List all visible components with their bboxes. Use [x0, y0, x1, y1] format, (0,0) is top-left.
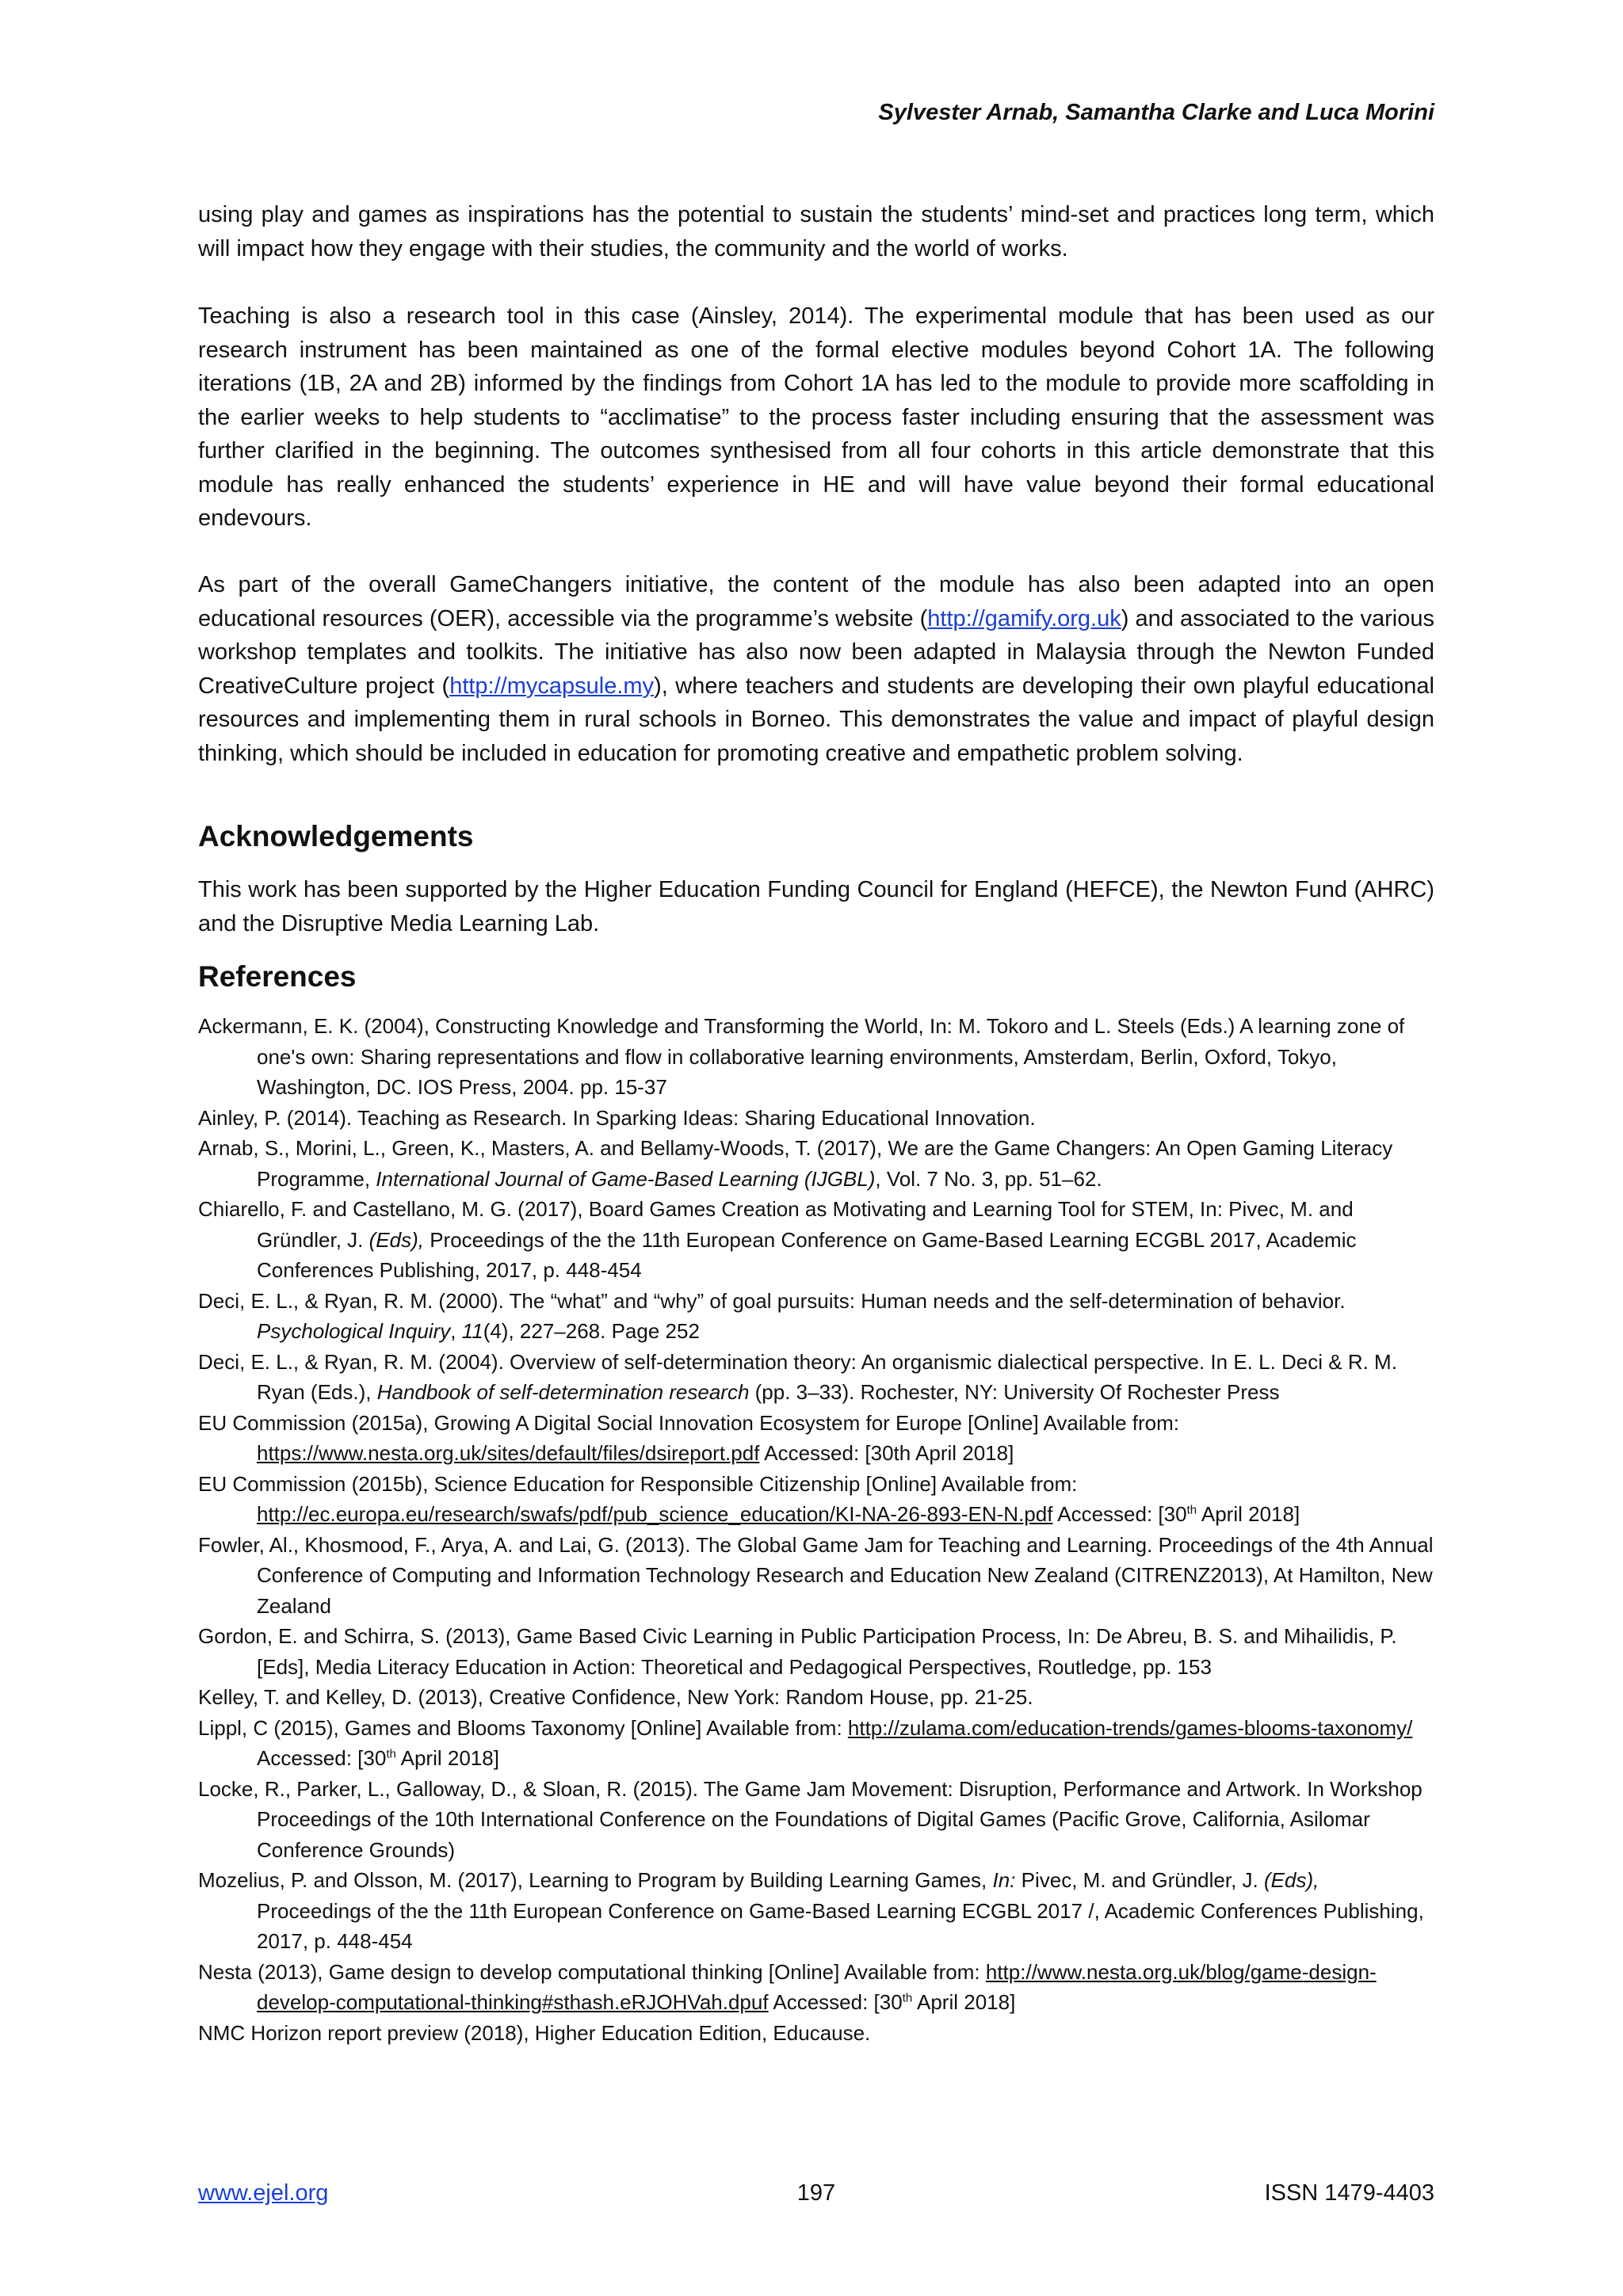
reference-entry: NMC Horizon report preview (2018), Higher Education Edition, Educause.: [198, 2020, 871, 2045]
superscript: th: [1186, 1503, 1197, 1517]
mycapsule-link[interactable]: http://mycapsule.my: [449, 673, 655, 699]
reference-entry: [198, 1408, 1434, 1469]
italic-title: Psychological Inquiry: [257, 1319, 451, 1343]
text-span: Nesta (2013), Game design to develop computational thinking [Online] Available from:: [198, 1959, 986, 1984]
references-list: [198, 1011, 1434, 2048]
acknowledgements-heading: Acknowledgements: [198, 820, 474, 852]
body-paragraph-3: [198, 568, 1434, 770]
reference-link[interactable]: https://www.nesta.org.uk/sites/default/files/dsireport.pdf: [257, 1441, 760, 1465]
reference-link[interactable]: http://ec.europa.eu/research/swafs/pdf/pub_science_education/KI-NA-26-893-EN-N.pdf: [257, 1502, 1053, 1526]
reference-entry: [198, 1957, 1434, 2018]
journal-website-link[interactable]: www.ejel.org: [198, 2180, 329, 2206]
text-span: As part of the overall GameChangers initiative, the content of the module has also been adapted into an open educational resources (OER), accessible via the programme’s website (: [198, 572, 1434, 631]
reference-entry: Fowler, Al., Khosmood, F., Arya, A. and Lai, G. (2013). The Global Game Jam for Teaching and Learning. Proceedings of the 4th Annual Conference of Computing and Information Technology Research and Education New Zealand (CITRENZ2013), At Hamilton, New Zealand: [198, 1532, 1434, 1618]
text-span: Chiarello, F. and Castellano, M. G. (2017), Board Games Creation as Motivating and Learning Tool for STEM, In: Pivec, M. and Gründler, J.: [198, 1197, 1354, 1252]
reference-entry: Locke, R., Parker, L., Galloway, D., & Sloan, R. (2015). The Game Jam Movement: Disruption, Performance and Artwork. In Workshop Proceedings of the 10th International Conference on the Foundations of Digital Games (Pacific Grove, California, Asilomar Conference Grounds): [198, 1776, 1423, 1862]
text-span: Proceedings of the the 11th European Conference on Game-Based Learning ECGBL 2017, Academic Conferences Publishing, 2017, p. 448-454: [257, 1227, 1357, 1282]
text-span: ), where teachers and students are developing their own playful educational resources and implementing them in rural schools in Borneo. This demonstrates the value and impact of playful design thinking, which should be included in education for promoting creative and empathetic problem solving.: [198, 673, 1434, 766]
reference-entry: [198, 1133, 1434, 1194]
text-span: Deci, E. L., & Ryan, R. M. (2000). The “what” and “why” of goal pursuits: Human needs and the self-determination of behavior.: [198, 1288, 1346, 1313]
text-span: (pp. 3–33). Rochester, NY: University Of Rochester Press: [749, 1380, 1280, 1404]
text-span: April 2018]: [395, 1746, 499, 1770]
references-heading: References: [198, 960, 357, 993]
reference-entry: Kelley, T. and Kelley, D. (2013), Creative Confidence, New York: Random House, pp. 21-25.: [198, 1685, 1033, 1709]
text-span: Mozelius, P. and Olsson, M. (2017), Learning to Program by Building Learning Games,: [198, 1868, 993, 1892]
italic-volume: 11: [461, 1319, 483, 1343]
text-span: April 2018]: [912, 1990, 1016, 2014]
text-span: Accessed: [30: [257, 1746, 387, 1770]
page-number: 197: [796, 2180, 836, 2206]
italic-title: International Journal of Game-Based Learning (IJGBL): [376, 1166, 876, 1191]
text-span: Proceedings of the the 11th European Conference on Game-Based Learning ECGBL 2017 /, Academic Conferences Publishing, 2017, p. 448-454: [257, 1898, 1424, 1953]
reference-entry: [198, 1865, 1434, 1957]
text-span: Pivec, M. and Gründler, J.: [1015, 1868, 1264, 1892]
superscript: th: [902, 1991, 913, 2005]
reference-entry: Ainley, P. (2014). Teaching as Research. In Sparking Ideas: Sharing Educational Innovation.: [198, 1105, 1036, 1130]
reference-entry: [198, 1286, 1434, 1347]
text-span: (4), 227–268. Page 252: [483, 1319, 700, 1343]
text-span: ) and associated to the various workshop templates and toolkits. The initiative has also now been adapted in Malaysia through the Newton Funded CreativeCulture project (: [198, 605, 1434, 699]
reference-entry: [198, 1469, 1434, 1530]
italic-text: In:: [992, 1868, 1016, 1892]
reference-link[interactable]: http://www.nesta.org.uk/blog/game-design-develop-computational-thinking#sthash.eRJOHVah.dpuf: [257, 1959, 1377, 2014]
text-span: April 2018]: [1197, 1502, 1300, 1526]
reference-entry: [198, 1713, 1434, 1774]
text-span: Lippl, C (2015), Games and Blooms Taxonomy [Online] Available from:: [198, 1715, 848, 1740]
reference-link[interactable]: http://zulama.com/education-trends/games-blooms-taxonomy/: [847, 1715, 1413, 1740]
text-span: Accessed: [30: [1052, 1502, 1187, 1526]
text-span: Deci, E. L., & Ryan, R. M. (2004). Overview of self-determination theory: An organismic dialectical perspective. In E. L. Deci & R. M. Ryan (Eds.),: [198, 1349, 1397, 1404]
reference-entry: [198, 1194, 1434, 1286]
italic-text: (Eds),: [369, 1227, 424, 1252]
issn-label: ISSN 1479-4403: [1264, 2180, 1434, 2206]
text-span: ,: [450, 1319, 462, 1343]
superscript: th: [386, 1747, 396, 1761]
reference-entry: Gordon, E. and Schirra, S. (2013), Game Based Civic Learning in Public Participation Process, In: De Abreu, B. S. and Mihailidis, P. [Eds], Media Literacy Education in Action: Theoretical and Pedagogical Perspectives, Routledge, pp. 153: [198, 1624, 1397, 1679]
body-paragraph-2: Teaching is also a research tool in this case (Ainsley, 2014). The experimental module that has been used as our research instrument has been maintained as one of the formal elective modules beyond Cohort 1A. The following iterations (1B, 2A and 2B) informed by the findings from Cohort 1A has led to the module to provide more scaffolding in the earlier weeks to help students to “acclimatise” to the process faster including ensuring that the assessment was further clarified in the beginning. The outcomes synthesised from all four cohorts in this article demonstrate that this module has really enhanced the students’ experience in HE and will have value beyond their formal educational endevours.: [198, 303, 1434, 531]
text-span: EU Commission (2015b), Science Education for Responsible Citizenship [Online] Available from:: [198, 1471, 1078, 1496]
text-span: , Vol. 7 No. 3, pp. 51–62.: [875, 1166, 1102, 1191]
body-paragraph-1: using play and games as inspirations has the potential to sustain the students’ mind-set and practices long term, which will impact how they engage with their studies, the community and the world of works.: [198, 202, 1434, 261]
text-span: Arnab, S., Morini, L., Green, K., Masters, A. and Bellamy-Woods, T. (2017), We are the Game Changers: An Open Gaming Literacy Programme,: [198, 1136, 1393, 1191]
running-header-authors: Sylvester Arnab, Samantha Clarke and Luca Morini: [878, 100, 1434, 125]
reference-entry: Ackermann, E. K. (2004), Constructing Knowledge and Transforming the World, In: M. Tokoro and L. Steels (Eds.) A learning zone of one's own: Sharing representations and flow in collaborative learning environments, Amsterdam, Berlin, Oxford, Tokyo, Washington, DC. IOS Press, 2004. pp. 15-37: [198, 1014, 1405, 1099]
italic-title: Handbook of self-determination research: [376, 1380, 750, 1404]
text-span: Accessed: [30th April 2018]: [759, 1441, 1014, 1465]
text-span: EU Commission (2015a), Growing A Digital Social Innovation Ecosystem for Europe [Online] Available from:: [198, 1410, 1179, 1435]
gamify-link[interactable]: http://gamify.org.uk: [927, 605, 1121, 631]
text-span: Accessed: [30: [768, 1990, 903, 2014]
italic-text: (Eds),: [1264, 1868, 1319, 1892]
acknowledgements-text: This work has been supported by the Higher Education Funding Council for England (HEFCE), the Newton Fund (AHRC) and the Disruptive Media Learning Lab.: [198, 877, 1434, 936]
reference-entry: [198, 1347, 1434, 1408]
